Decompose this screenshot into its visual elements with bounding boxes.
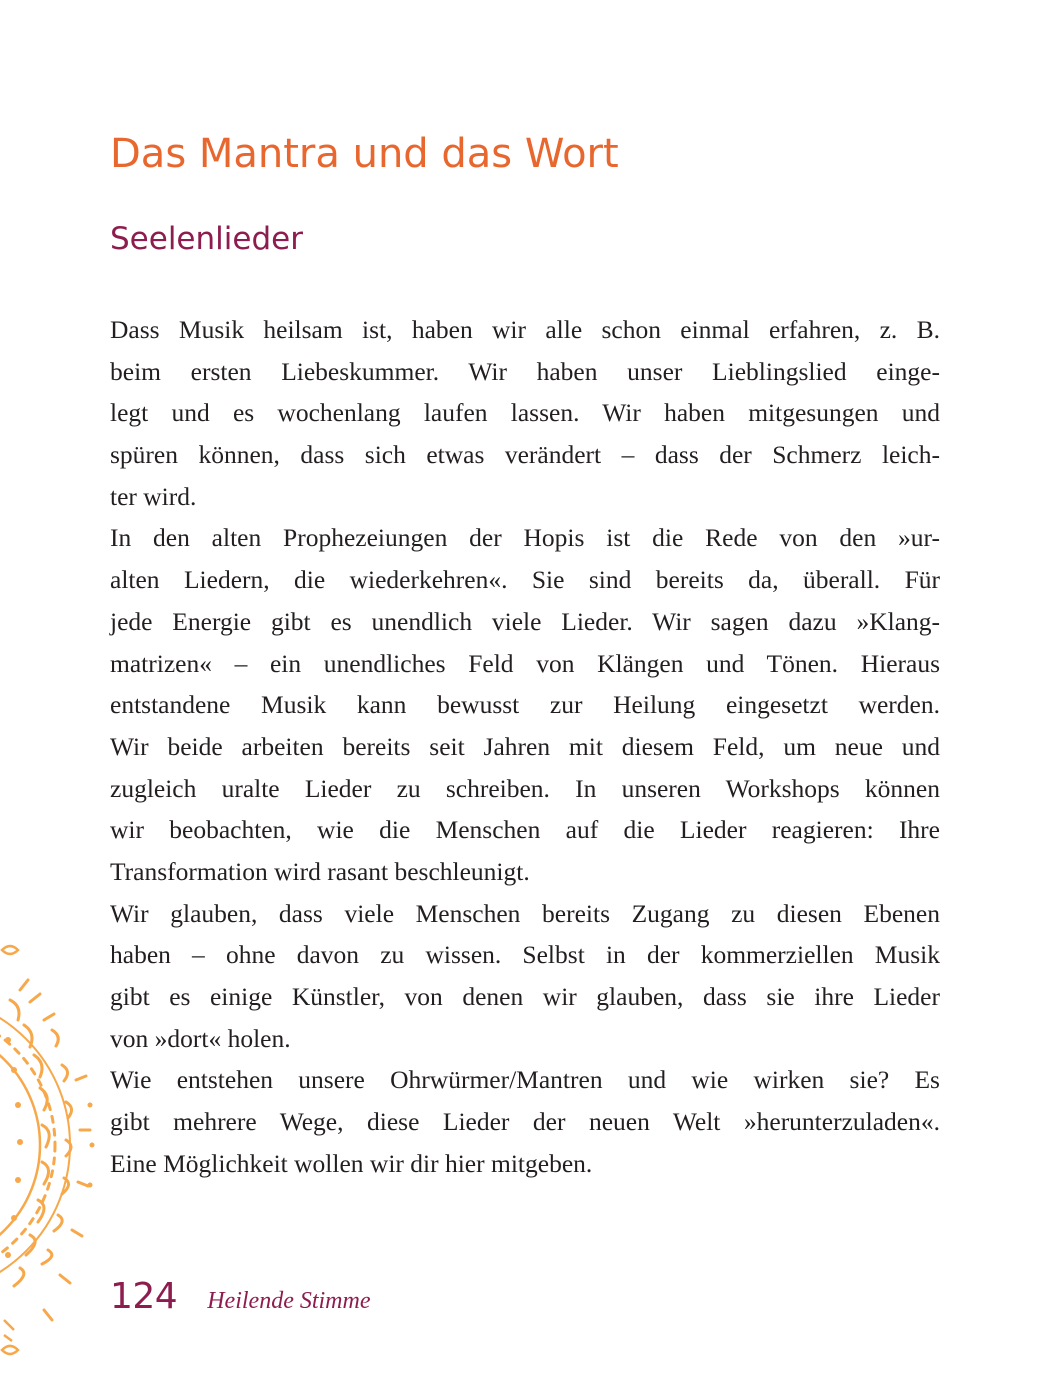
text-line: beim ersten Liebeskummer. Wir haben unser Lieblingslied einge- — [110, 356, 940, 386]
page-footer — [110, 1276, 371, 1326]
page-number: 124 — [110, 1276, 178, 1317]
text-line: Transformation wird rasant beschleunigt. — [110, 856, 530, 886]
text-line: spüren können, dass sich etwas verändert – dass der Schmerz leich- — [110, 440, 940, 470]
text-line: jede Energie gibt es unendlich viele Lieder. Wir sagen dazu »Klang- — [110, 606, 940, 636]
text-line: wir beobachten, wie die Menschen auf die Lieder reagieren: Ihre — [110, 815, 940, 845]
text-line: zugleich uralte Lieder zu schreiben. In unseren Workshops können — [110, 773, 940, 803]
text-line: Wir beide arbeiten bereits seit Jahren mit diesem Feld, um neue und — [110, 731, 940, 761]
running-title: Heilende Stimme — [207, 1288, 371, 1314]
text-line: alten Liedern, die wiederkehren«. Sie sind bereits da, überall. Für — [110, 565, 940, 595]
text-line: entstandene Musik kann bewusst zur Heilung eingesetzt werden. — [110, 690, 940, 720]
text-line: von »dort« holen. — [110, 1023, 291, 1053]
text-line: ter wird. — [110, 481, 197, 511]
text-line: matrizen« – ein unendliches Feld von Klängen und Tönen. Hieraus — [110, 648, 940, 678]
body-text — [110, 309, 940, 1184]
text-line: In den alten Prophezeiungen der Hopis ist die Rede von den »ur- — [110, 523, 940, 553]
text-line: gibt es einige Künstler, von denen wir glauben, dass sie ihre Lieder — [110, 982, 940, 1011]
mandala-ornament-icon — [0, 930, 110, 1378]
chapter-title: Das Mantra und das Wort — [110, 131, 619, 177]
text-line: haben – ohne davon zu wissen. Selbst in der kommerziellen Musik — [110, 940, 940, 970]
text-line: Wir glauben, dass viele Menschen bereits Zugang zu diesen Ebenen — [110, 898, 940, 928]
text-line: Eine Möglichkeit wollen wir dir hier mitgeben. — [110, 1148, 593, 1178]
text-line: Wie entstehen unsere Ohrwürmer/Mantren und wie wirken sie? Es — [110, 1065, 940, 1095]
text-line: Dass Musik heilsam ist, haben wir alle schon einmal erfahren, z. B. — [110, 315, 940, 344]
text-line: legt und es wochenlang laufen lassen. Wir haben mitgesungen und — [110, 398, 940, 428]
text-line: gibt mehrere Wege, diese Lieder der neuen Welt »herunterzuladen«. — [110, 1107, 940, 1137]
section-title: Seelenlieder — [110, 221, 303, 257]
